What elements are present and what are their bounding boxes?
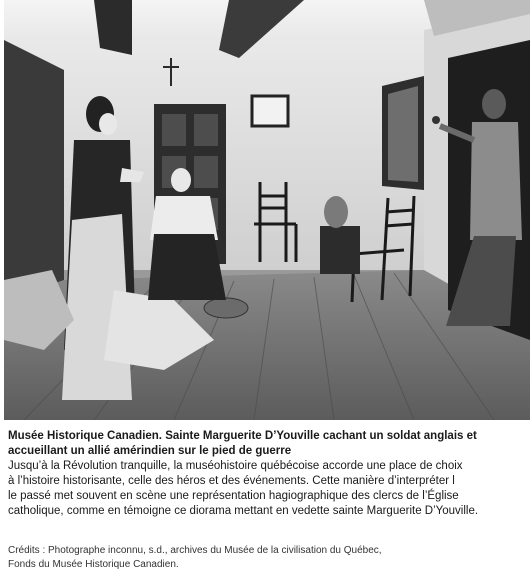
- credits-line-2: Fonds du Musée Historique Canadien.: [8, 559, 179, 570]
- credits-line-1: Crédits : Photographe inconnu, s.d., archives du Musée de la civilisation du Québec,: [8, 545, 382, 556]
- framed-picture: [252, 96, 288, 126]
- diorama-illustration: [4, 0, 530, 420]
- basket: [204, 298, 248, 318]
- caption-body-line-1: Jusqu’à la Révolution tranquille, la muséohistoire québécoise accorde une place de choix: [8, 460, 463, 472]
- jug: [324, 196, 348, 228]
- caption-title-line-1: Musée Historique Canadien. Sainte Marguerite D’Youville cachant un soldat anglais et: [8, 430, 477, 442]
- caption-body: [8, 459, 524, 519]
- caption-body-line-4: catholique, comme en témoigne ce diorama mettant en vedette sainte Marguerite D’Youville.: [8, 505, 479, 517]
- caption-title: [8, 429, 524, 459]
- window-pane: [388, 86, 418, 182]
- photo-credits: [8, 544, 524, 572]
- caption-body-line-3: le passé met souvent en scène une représentation hagiographique des clercs de l’Église: [8, 490, 459, 502]
- caption-title-line-2: accueillant un allié amérindien sur le pied de guerre: [8, 445, 292, 457]
- caption-body-line-2: à l’histoire historisante, celle des héros et des événements. Cette manière d’interpréter l: [8, 475, 455, 487]
- diorama-photo: [4, 0, 530, 420]
- caption: [8, 429, 524, 519]
- side-table: [320, 226, 360, 274]
